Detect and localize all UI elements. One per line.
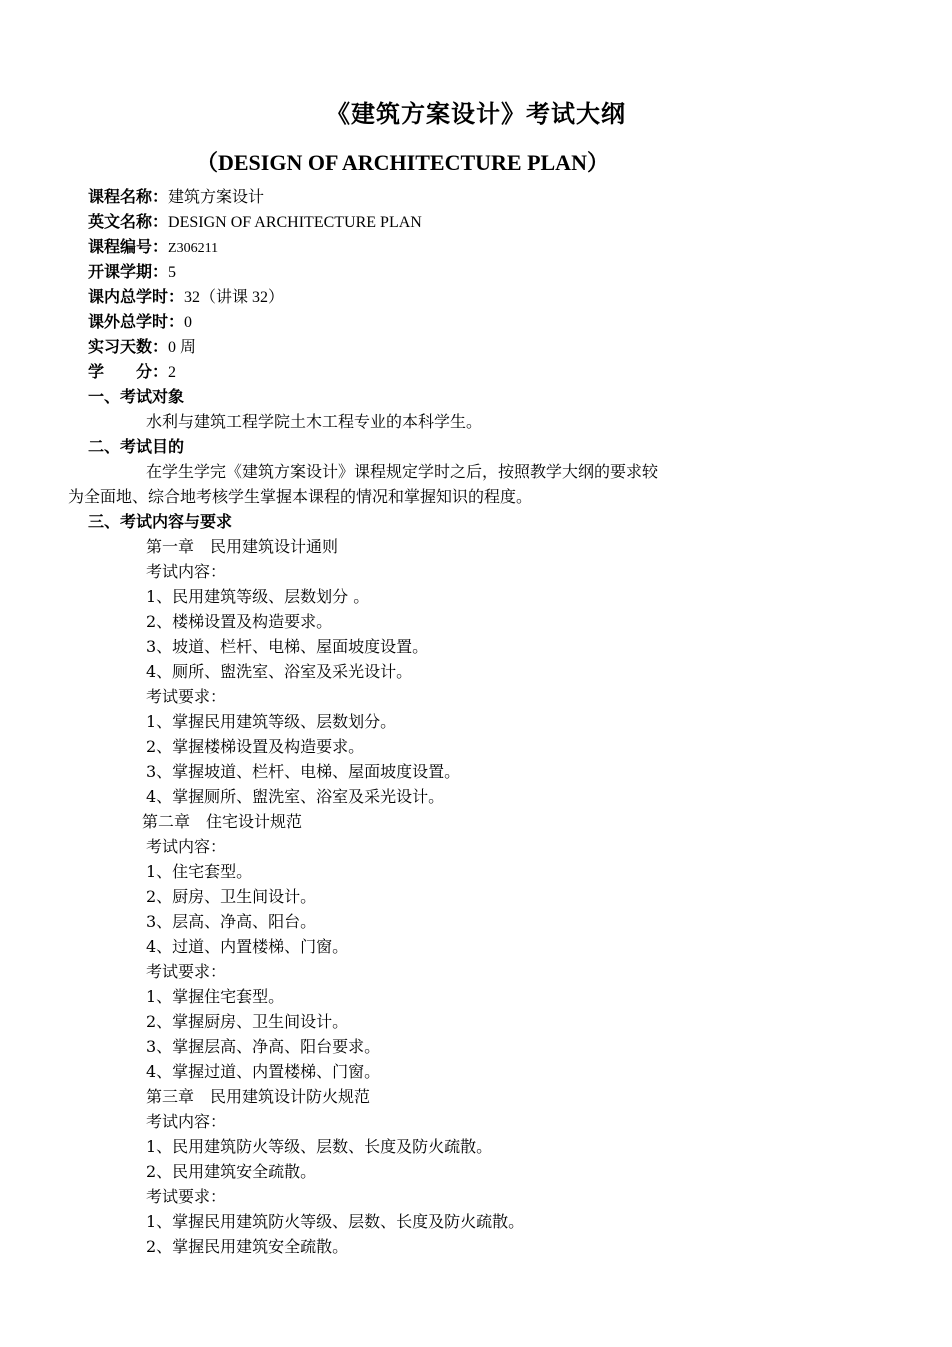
section-heading-1: 一、考试对象 (88, 387, 185, 406)
info-value: 0 周 (168, 339, 197, 356)
info-value: 0 (184, 314, 193, 331)
list-item: 4、过道、内置楼梯、门窗。 (146, 937, 349, 956)
requirement-label: 考试要求： (146, 1187, 227, 1206)
list-item: 2、厨房、卫生间设计。 (146, 887, 317, 906)
course-info (88, 184, 482, 459)
list-item: 3、层高、净高、阳台。 (146, 912, 317, 931)
list-item: 2、民用建筑安全疏散。 (146, 1162, 317, 1181)
info-sep: ： (152, 362, 169, 381)
info-value: 5 (168, 264, 177, 281)
list-item: 2、掌握民用建筑安全疏散。 (146, 1237, 349, 1256)
section-heading-3: 三、考试内容与要求 (88, 512, 233, 531)
list-item: 1、民用建筑防火等级、层数、长度及防火疏散。 (146, 1137, 493, 1156)
document-subtitle: （DESIGN OF ARCHITECTURE PLAN） (196, 150, 609, 175)
info-value: 32（讲课 32） (184, 289, 285, 306)
info-sep: ： (168, 312, 185, 331)
list-item: 3、掌握层高、净高、阳台要求。 (146, 1037, 381, 1056)
info-value: 建筑方案设计 (168, 189, 265, 206)
info-sep: ： (152, 337, 169, 356)
info-value: Z306211 (168, 241, 219, 256)
list-item: 2、楼梯设置及构造要求。 (146, 612, 333, 631)
list-item: 2、掌握厨房、卫生间设计。 (146, 1012, 349, 1031)
info-label: 实习天数 (88, 337, 153, 356)
section-text-1: 水利与建筑工程学院土木工程专业的本科学生。 (146, 412, 483, 431)
info-label: 课外总学时 (88, 312, 169, 331)
list-item: 4、掌握厕所、盥洗室、浴室及采光设计。 (146, 787, 445, 806)
info-row (88, 234, 482, 259)
section-3 (88, 509, 524, 1259)
info-label: 学 分 (88, 362, 153, 381)
info-sep: ： (152, 237, 169, 256)
info-row (88, 284, 482, 309)
document-title: 《建筑方案设计》考试大纲 (326, 100, 626, 128)
list-item: 1、掌握住宅套型。 (146, 987, 285, 1006)
list-item: 1、掌握民用建筑防火等级、层数、长度及防火疏散。 (146, 1212, 525, 1231)
info-row (88, 309, 482, 334)
list-item: 4、掌握过道、内置楼梯、门窗。 (146, 1062, 381, 1081)
list-item: 1、民用建筑等级、层数划分 。 (146, 587, 370, 606)
info-label: 课程编号 (88, 237, 153, 256)
info-row (88, 259, 482, 284)
info-label: 课内总学时 (88, 287, 169, 306)
section-2-body (68, 459, 798, 509)
section-text-2a: 在学生学完《建筑方案设计》课程规定学时之后，按照教学大纲的要求较 (146, 462, 659, 481)
requirement-label: 考试要求： (146, 962, 227, 981)
info-value: DESIGN OF ARCHITECTURE PLAN (168, 214, 422, 231)
chapter-title: 第一章 民用建筑设计通则 (146, 537, 339, 556)
list-item: 1、住宅套型。 (146, 862, 253, 881)
info-label: 英文名称 (88, 212, 153, 231)
section-text-2b: 为全面地、综合地考核学生掌握本课程的情况和掌握知识的程度。 (68, 487, 533, 506)
info-row (88, 359, 482, 384)
content-label: 考试内容： (146, 837, 227, 856)
list-item: 1、掌握民用建筑等级、层数划分。 (146, 712, 397, 731)
info-sep: ： (152, 187, 169, 206)
list-item: 4、厕所、盥洗室、浴室及采光设计。 (146, 662, 413, 681)
chapter-title: 第二章 住宅设计规范 (142, 812, 303, 831)
info-sep: ： (152, 262, 169, 281)
chapter-title: 第三章 民用建筑设计防火规范 (146, 1087, 371, 1106)
list-item: 2、掌握楼梯设置及构造要求。 (146, 737, 365, 756)
section-heading-2: 二、考试目的 (88, 437, 185, 456)
content-label: 考试内容： (146, 562, 227, 581)
list-item: 3、坡道、栏杆、电梯、屋面坡度设置。 (146, 637, 429, 656)
info-row (88, 184, 482, 209)
list-item: 3、掌握坡道、栏杆、电梯、屋面坡度设置。 (146, 762, 461, 781)
info-sep: ： (152, 212, 169, 231)
requirement-label: 考试要求： (146, 687, 227, 706)
info-row (88, 209, 482, 234)
info-value: 2 (168, 364, 177, 381)
info-label: 开课学期 (88, 262, 153, 281)
info-label: 课程名称 (88, 187, 153, 206)
content-label: 考试内容： (146, 1112, 227, 1131)
info-row (88, 334, 482, 359)
info-sep: ： (168, 287, 185, 306)
